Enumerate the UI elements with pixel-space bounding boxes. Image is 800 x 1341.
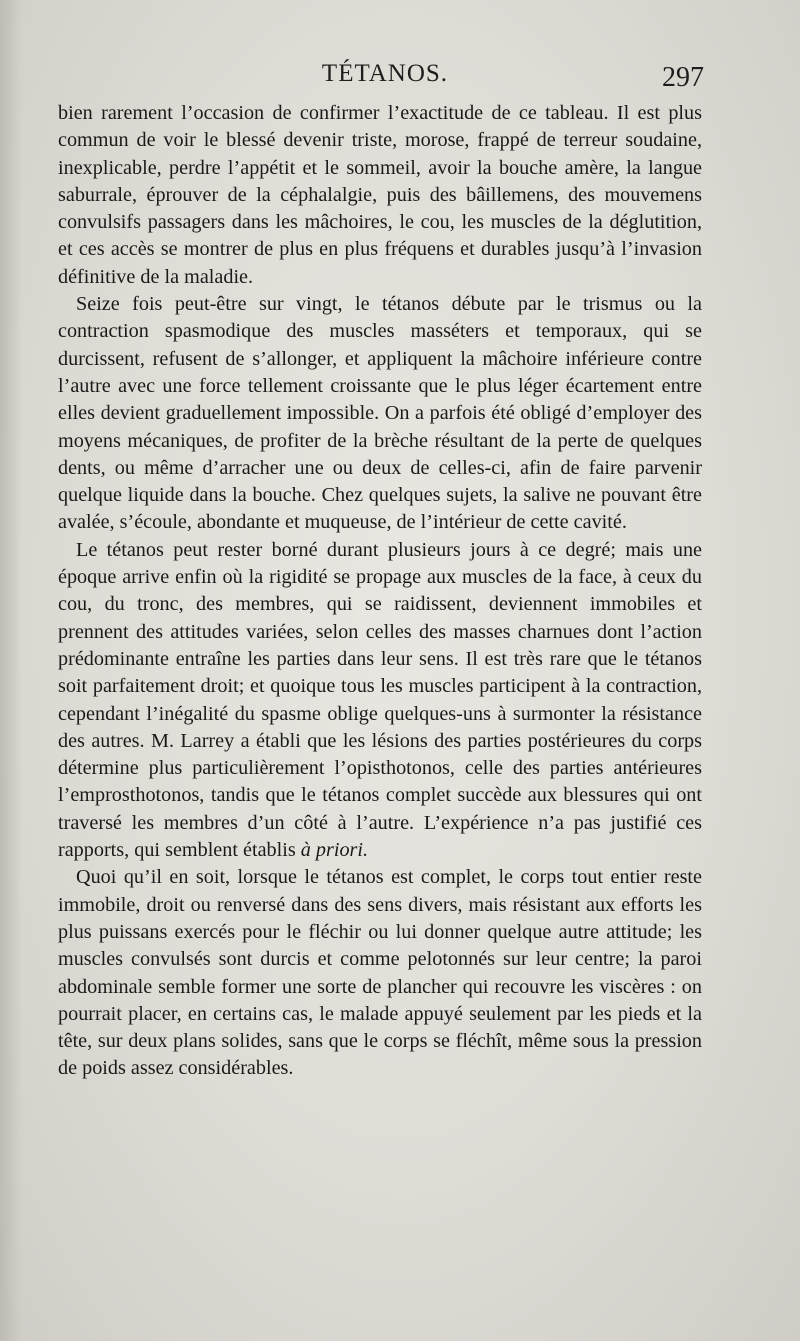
paragraph-progression [58,537,702,865]
page-number: 297 [662,62,704,93]
page-gutter-shadow [0,0,22,1341]
body-text [58,100,702,1083]
running-title: TÉTANOS. [321,60,449,87]
paragraph-trismus: Seize fois peut-être sur vingt, le tétanos débute par le trismus ou la contraction spasmodique des muscles masséters et temporaux, qui se durcissent, refusent de s’allonger, et appliquent la mâchoire inférieure contre l’autre avec une force tellement croissante que le plus léger écartement entre elles devient graduellement impossible. On a parfois été obligé d’employer des moyens mécaniques, de profiter de la brèche résultant de la perte de quelques dents, ou même d’arracher une ou deux de celles-ci, afin de faire parvenir quelque liquide dans la bouche. Chez quelques sujets, la salive ne pouvant être avalée, s’écoule, abondante et muqueuse, de l’intérieur de cette cavité. [58,293,702,534]
paragraph-continuation: bien rarement l’occasion de confirmer l’exactitude de ce tableau. Il est plus commun de voir le blessé devenir triste, morose, frappé de terreur soudaine, inexplicable, perdre l’appétit et le sommeil, avoir la bouche amère, la langue saburrale, éprouver de la céphalalgie, puis des bâillemens, des mouvemens convulsifs passagers dans les mâchoires, le cou, les muscles de la déglutition, et ces accès se montrer de plus en plus fréquens et durables jusqu’à l’invasion définitive de la maladie. [58,102,702,288]
paragraph-progression-text: Le tétanos peut rester borné durant plusieurs jours à ce degré; mais une époque arrive enfin où la rigidité se propage aux muscles de la face, à ceux du cou, du tronc, des membres, qui se raidissent, deviennent immobiles et prennent des attitudes variées, selon celles des masses charnues dont l’action prédominante entraîne les parties dans leur sens. Il est très rare que le tétanos soit parfaitement droit; et quoique tous les muscles participent à la contraction, cependant l’inégalité du spasme oblige quelques-uns à surmonter la résistance des autres. M. Larrey a établi que les lésions des parties postérieures du corps détermine plus particulièrement l’opisthotonos, celle des parties antérieures l’emprosthotonos, tandis que le tétanos complet succède aux blessures qui ont traversé les membres d’un côté à l’autre. L’expérience n’a pas justifié ces rapports, qui semblent établis [58,538,702,862]
running-header [60,58,710,92]
paragraph-complete-tetanus: Quoi qu’il en soit, lorsque le tétanos est complet, le corps tout entier reste immobile, droit ou renversé dans des sens divers, mais résistant aux efforts les plus puissans exercés pour le fléchir ou lui donner quelque autre attitude; les muscles convulsés sont durcis et comme pelotonnés sur leur centre; la paroi abdominale semble former une sorte de plancher qui recouvre les viscères : on pourrait placer, en certains cas, le malade appuyé seulement par les pieds et la tête, sur deux plans solides, sans que le corps se fléchît, même sous la pression de poids assez considérables. [58,866,702,1080]
italic-a-priori: à priori. [300,839,369,862]
